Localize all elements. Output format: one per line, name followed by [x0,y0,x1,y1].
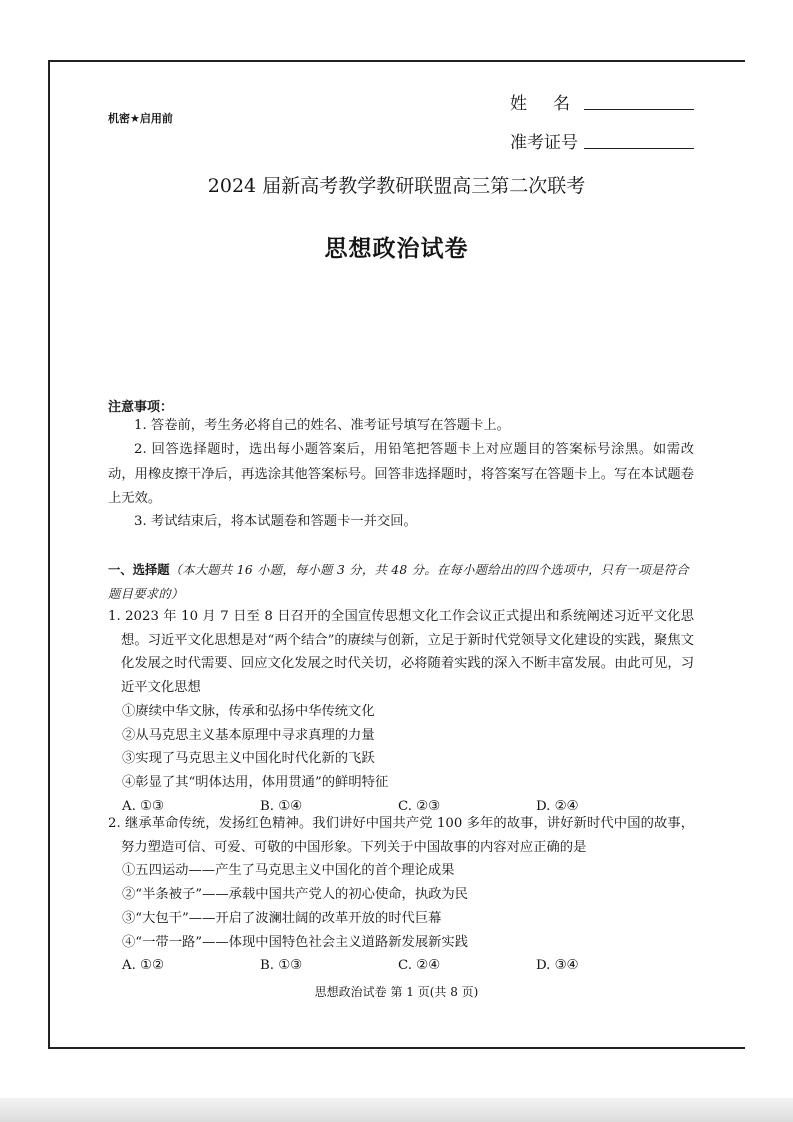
name-underline [584,109,694,110]
statement: ②“半条被子”——承载中国共产党人的初心使命，执政为民 [122,887,469,903]
answer-options [108,954,694,978]
statement: ②从马克思主义基本原理中寻求真理的力量 [122,727,375,743]
notice-item: 2. 回答选择题时，选出每小题答案后，用铅笔把答题卡上对应题目的答案标号涂黑。如需改动，用橡皮擦干净后，再选涂其他答案标号。回答非选择题时，将答案写在答题卡上。写在本试题卷上无效。 [108,442,694,506]
exam-title: 2024 届新高考教学教研联盟高三第二次联考 [207,175,586,197]
question-1 [108,605,694,818]
classified-label: 机密★启用前 [108,112,173,125]
section-heading [108,558,694,606]
option-a: A. ①② [122,958,164,974]
question-stem: 2. 继承革命传统，发扬红色精神。我们讲好中国共产党 100 多年的故事，讲好新时代中国的故事，努力塑造可信、可爱、可敬的中国形象。下列关于中国故事的内容对应正确的是 [108,816,694,855]
option-c: C. ②③ [398,798,440,814]
option-b: B. ①③ [260,958,303,974]
statement: ④彰显了其“明体达用，体用贯通”的鲜明特征 [122,774,389,790]
notice-heading: 注意事项： [108,400,174,415]
subject-title: 思想政治试卷 [324,236,469,262]
option-d: D. ③④ [536,958,579,974]
statement: ①五四运动——产生了马克思主义中国化的首个理论成果 [122,863,455,879]
question-stem: 1. 2023 年 10 月 7 日至 8 日召开的全国宣传思想文化工作会议正式提出和系统阐述习近平文化思想。习近平文化思想是对“两个结合”的赓续与创新，立足于新时代党领导文化建设的实践，聚焦文化发展之时代需要、回应文化发展之时代关切，必将随着实践的深入不断丰富发展。由此可见，习近平文化思想 [108,609,694,696]
question-2 [108,812,694,978]
page-border-left [48,60,50,1048]
statement: ③“大包干”——开启了波澜壮阔的改革开放的时代巨幕 [122,910,442,926]
exam-id-underline [584,148,694,149]
name-label: 姓名 [510,94,596,114]
page-footer: 思想政治试卷 第 1 页(共 8 页) [314,985,479,999]
statement: ③实现了马克思主义中国化时代化新的飞跃 [122,751,375,767]
page-border-bottom [48,1047,745,1049]
option-d: D. ②④ [536,798,579,814]
page-border-top [48,60,745,62]
section-instructions: （本大题共 16 小题，每小题 3 分，共 48 分。在每小题给出的四个选项中，只有一项是符合题目要求的） [108,563,689,601]
option-b: B. ①④ [260,798,303,814]
exam-id-label: 准考证号 [510,133,578,153]
statement: ④“一带一路”——体现中国特色社会主义道路新发展新实践 [122,934,469,950]
section-title: 一、选择题 [108,563,170,577]
notice-item: 3. 考试结束后，将本试题卷和答题卡一并交回。 [134,514,417,529]
notice-item: 1. 答卷前，考生务必将自己的姓名、准考证号填写在答题卡上。 [134,418,510,433]
scan-shadow [0,1098,793,1122]
statement: ①赓续中华文脉，传承和弘扬中华传统文化 [122,703,375,719]
option-a: A. ①③ [122,798,164,814]
option-c: C. ②④ [398,958,440,974]
